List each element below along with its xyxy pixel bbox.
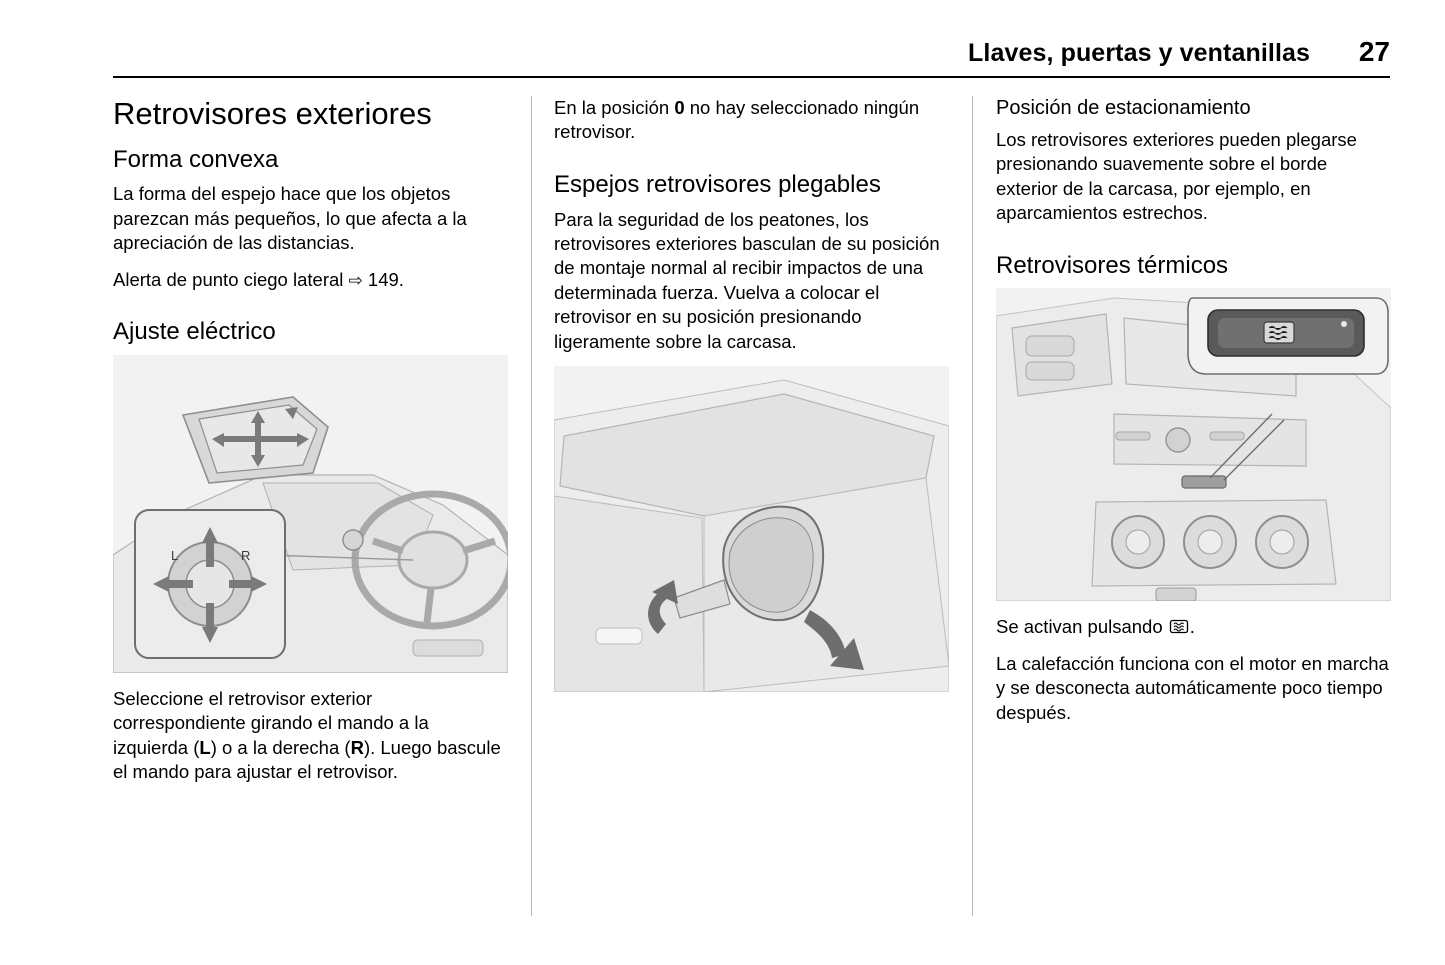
column-1 xyxy=(113,96,508,797)
page-number: 27 xyxy=(1358,36,1390,67)
paragraph-electric-adjustment xyxy=(113,687,508,785)
subsection-title-folding-mirrors: Espejos retrovisores plegables xyxy=(554,170,881,198)
blind-spot-page: 149. xyxy=(362,268,404,290)
zero-text-1: En la posición xyxy=(554,97,675,118)
subsection-title-parking-position: Posición de estacionamiento xyxy=(996,97,1251,119)
label-right: R xyxy=(350,736,364,758)
subsection-title-heated-mirrors: Retrovisores térmicos xyxy=(996,251,1229,279)
column-divider-1 xyxy=(531,96,532,916)
svg-text:R: R xyxy=(241,547,251,563)
column-3 xyxy=(996,96,1391,737)
subsection-title-electric-adjustment: Ajuste eléctrico xyxy=(113,318,276,346)
paragraph-position-zero xyxy=(554,96,949,145)
figure-heated-mirror-switch xyxy=(996,288,1391,601)
paragraph-parking-position: Los retrovisores exteriores pueden plegarse presionando suavemente sobre el borde exterior de la carcasa, por ejemplo, en aparcamientos estrechos. xyxy=(996,129,1357,224)
figure-folding-mirror xyxy=(554,366,949,692)
header-chapter-title: Llaves, puertas y ventanillas xyxy=(968,39,1310,67)
paragraph-activate-heating xyxy=(996,615,1391,639)
paragraph-blind-spot-reference xyxy=(113,268,508,292)
electric-text-2: ) o a la derecha ( xyxy=(210,736,351,758)
electric-text-3: ). Luego bascule el mando para ajustar el retrovisor. xyxy=(113,736,501,783)
column-2 xyxy=(554,96,949,706)
label-left: L xyxy=(199,736,211,758)
activate-text-1: Se activan pulsando xyxy=(996,616,1168,638)
blind-spot-text: Alerta de punto ciego lateral xyxy=(113,268,349,290)
page-reference-arrow-icon: ⇨ xyxy=(348,270,363,291)
electric-mirror-adjustment-illustration xyxy=(113,355,508,673)
header-rule xyxy=(113,76,1390,78)
folding-mirror-illustration xyxy=(554,366,949,692)
svg-text:L: L xyxy=(171,547,179,563)
electric-text-1: Seleccione el retrovisor exterior correspondiente girando el mando a la izquierda ( xyxy=(113,687,429,758)
section-title-exterior-mirrors: Retrovisores exteriores xyxy=(113,96,432,131)
activate-text-2: . xyxy=(1189,616,1195,638)
subsection-title-convex: Forma convexa xyxy=(113,145,279,173)
demist-symbol-icon xyxy=(1169,618,1189,635)
paragraph-convex: La forma del espejo hace que los objetos parezcan más pequeños, lo que afecta a la apreciación de las distancias. xyxy=(113,183,467,254)
column-divider-2 xyxy=(972,96,973,916)
paragraph-folding-mirrors: Para la seguridad de los peatones, los retrovisores exteriores basculan de su posición de montaje normal al recibir impactos de una determinada fuerza. Vuelva a colocar el retrovisor en su posición presionando ligeramente sobre la carcasa. xyxy=(554,208,940,352)
zero-text-2: no hay seleccionado ningún retrovisor. xyxy=(554,97,920,143)
paragraph-heating-operation: La calefacción funciona con el motor en marcha y se desconecta automáticamente poco tiempo después. xyxy=(996,652,1389,723)
position-zero-value: 0 xyxy=(674,97,685,118)
page-header xyxy=(113,36,1390,68)
figure-electric-mirror-adjustment xyxy=(113,355,508,673)
heated-mirror-switch-illustration xyxy=(996,288,1391,601)
